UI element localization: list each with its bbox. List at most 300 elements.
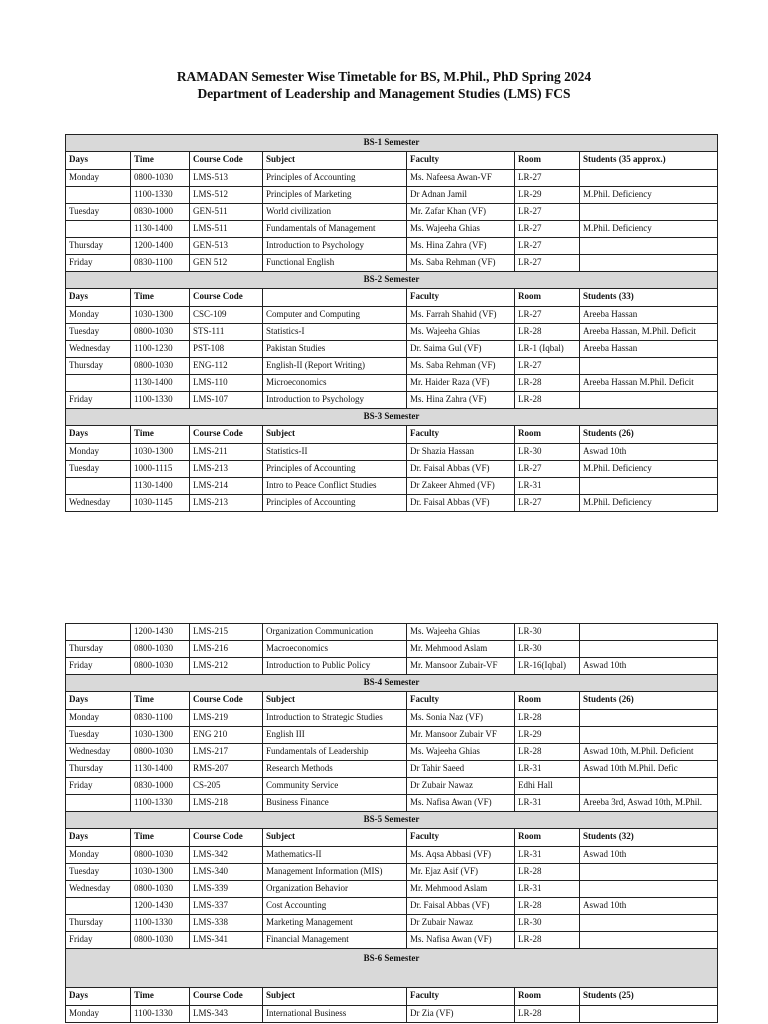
room-cell: LR-29: [515, 187, 580, 204]
faculty-cell: Dr Zubair Nawaz: [407, 778, 515, 795]
table-row: [66, 641, 718, 658]
course-code-cell: LMS-511: [190, 221, 263, 238]
column-header-students: Students (33): [580, 289, 718, 307]
faculty-cell: Ms. Saba Rehman (VF): [407, 358, 515, 375]
faculty-cell: Dr. Saima Gul (VF): [407, 341, 515, 358]
time-cell: 1130-1400: [131, 221, 190, 238]
column-header-day: Days: [66, 692, 131, 710]
column-header-faculty: Faculty: [407, 829, 515, 847]
time-cell: 0830-1100: [131, 710, 190, 727]
course-code-cell: LMS-218: [190, 795, 263, 812]
course-code-cell: LMS-342: [190, 847, 263, 864]
table-row: [66, 461, 718, 478]
course-code-cell: STS-111: [190, 324, 263, 341]
students-cell: Aswad 10th: [580, 847, 718, 864]
room-cell: LR-28: [515, 375, 580, 392]
time-cell: 1100-1330: [131, 1006, 190, 1023]
day-cell: Monday: [66, 710, 131, 727]
column-header-time: Time: [131, 692, 190, 710]
subject-cell: International Business: [263, 1006, 407, 1023]
course-code-cell: LMS-337: [190, 898, 263, 915]
column-header-students: Students (26): [580, 426, 718, 444]
room-cell: LR-30: [515, 915, 580, 932]
day-cell: [66, 478, 131, 495]
timetable-page-1: [65, 134, 718, 512]
subject-cell: Community Service: [263, 778, 407, 795]
time-cell: 0800-1030: [131, 170, 190, 187]
column-header-room: Room: [515, 829, 580, 847]
semester-title: BS-6 Semester: [66, 949, 718, 988]
subject-cell: Cost Accounting: [263, 898, 407, 915]
students-cell: M.Phil. Deficiency: [580, 461, 718, 478]
time-cell: 1200-1430: [131, 898, 190, 915]
course-code-cell: LMS-341: [190, 932, 263, 949]
room-cell: LR-1 (Iqbal): [515, 341, 580, 358]
room-cell: LR-27: [515, 495, 580, 512]
students-cell: [580, 641, 718, 658]
room-cell: LR-27: [515, 170, 580, 187]
column-header-time: Time: [131, 152, 190, 170]
subject-cell: Principles of Accounting: [263, 461, 407, 478]
time-cell: 1130-1400: [131, 478, 190, 495]
table-row: [66, 898, 718, 915]
subject-cell: Microeconomics: [263, 375, 407, 392]
semester-header-row: [66, 135, 718, 152]
students-cell: M.Phil. Deficiency: [580, 187, 718, 204]
time-cell: 0800-1030: [131, 658, 190, 675]
column-header-faculty: Faculty: [407, 692, 515, 710]
semester-title: BS-1 Semester: [66, 135, 718, 152]
column-header-subject: Subject: [263, 426, 407, 444]
faculty-cell: Mr. Mansoor Zubair VF: [407, 727, 515, 744]
day-cell: Thursday: [66, 238, 131, 255]
faculty-cell: Ms. Farrah Shahid (VF): [407, 307, 515, 324]
students-cell: [580, 238, 718, 255]
day-cell: Friday: [66, 932, 131, 949]
students-cell: [580, 624, 718, 641]
students-cell: Aswad 10th: [580, 444, 718, 461]
time-cell: 0800-1030: [131, 324, 190, 341]
faculty-cell: Ms. Wajeeha Ghias: [407, 624, 515, 641]
course-code-cell: LMS-343: [190, 1006, 263, 1023]
column-header-room: Room: [515, 988, 580, 1006]
day-cell: [66, 375, 131, 392]
title-line-1: RAMADAN Semester Wise Timetable for BS, M.Phil., PhD Spring 2024: [176, 69, 592, 84]
students-cell: M.Phil. Deficiency: [580, 221, 718, 238]
column-header-day: Days: [66, 988, 131, 1006]
column-header-course-code: Course Code: [190, 829, 263, 847]
course-code-cell: LMS-338: [190, 915, 263, 932]
course-code-cell: ENG-112: [190, 358, 263, 375]
room-cell: LR-28: [515, 1006, 580, 1023]
time-cell: 1200-1400: [131, 238, 190, 255]
day-cell: Friday: [66, 778, 131, 795]
room-cell: LR-31: [515, 881, 580, 898]
day-cell: Thursday: [66, 915, 131, 932]
column-header-room: Room: [515, 692, 580, 710]
room-cell: LR-30: [515, 624, 580, 641]
room-cell: LR-31: [515, 847, 580, 864]
course-code-cell: LMS-215: [190, 624, 263, 641]
day-cell: Tuesday: [66, 864, 131, 881]
time-cell: 1100-1330: [131, 795, 190, 812]
column-header-room: Room: [515, 152, 580, 170]
students-cell: M.Phil. Deficiency: [580, 495, 718, 512]
room-cell: LR-27: [515, 461, 580, 478]
column-header-day: Days: [66, 829, 131, 847]
faculty-cell: Ms. Hina Zahra (VF): [407, 392, 515, 409]
course-code-cell: LMS-216: [190, 641, 263, 658]
students-cell: [580, 710, 718, 727]
course-code-cell: GEN 512: [190, 255, 263, 272]
faculty-cell: Ms. Nafeesa Awan-VF: [407, 170, 515, 187]
column-header-subject: Subject: [263, 692, 407, 710]
faculty-cell: Ms. Hina Zahra (VF): [407, 238, 515, 255]
faculty-cell: Dr Zakeer Ahmed (VF): [407, 478, 515, 495]
faculty-cell: Ms. Nafisa Awan (VF): [407, 932, 515, 949]
students-cell: [580, 204, 718, 221]
time-cell: 1030-1145: [131, 495, 190, 512]
subject-cell: Introduction to Strategic Studies: [263, 710, 407, 727]
subject-cell: Principles of Accounting: [263, 495, 407, 512]
time-cell: 0800-1030: [131, 358, 190, 375]
column-header-course-code: Course Code: [190, 692, 263, 710]
table-row: [66, 915, 718, 932]
day-cell: Thursday: [66, 761, 131, 778]
subject-cell: Intro to Peace Conflict Studies: [263, 478, 407, 495]
semester-title: BS-2 Semester: [66, 272, 718, 289]
document-title: [0, 68, 768, 102]
course-code-cell: LMS-213: [190, 461, 263, 478]
table-row: [66, 392, 718, 409]
room-cell: LR-31: [515, 761, 580, 778]
subject-cell: Management Information (MIS): [263, 864, 407, 881]
students-cell: Areeba Hassan M.Phil. Deficit: [580, 375, 718, 392]
room-cell: LR-27: [515, 307, 580, 324]
students-cell: [580, 778, 718, 795]
faculty-cell: Dr Tahir Saeed: [407, 761, 515, 778]
column-header-row: [66, 829, 718, 847]
course-code-cell: LMS-214: [190, 478, 263, 495]
subject-cell: Introduction to Psychology: [263, 392, 407, 409]
table-row: [66, 658, 718, 675]
faculty-cell: Mr. Mehmood Aslam: [407, 881, 515, 898]
table-row: [66, 727, 718, 744]
subject-cell: Fundamentals of Leadership: [263, 744, 407, 761]
subject-cell: Introduction to Psychology: [263, 238, 407, 255]
table-row: [66, 255, 718, 272]
semester-header-row: [66, 812, 718, 829]
course-code-cell: RMS-207: [190, 761, 263, 778]
column-header-students: Students (25): [580, 988, 718, 1006]
column-header-time: Time: [131, 289, 190, 307]
column-header-time: Time: [131, 988, 190, 1006]
subject-cell: Statistics-II: [263, 444, 407, 461]
course-code-cell: CS-205: [190, 778, 263, 795]
column-header-subject: Subject: [263, 152, 407, 170]
faculty-cell: Ms. Saba Rehman (VF): [407, 255, 515, 272]
column-header-course-code: Course Code: [190, 289, 263, 307]
table-row: [66, 324, 718, 341]
subject-cell: Marketing Management: [263, 915, 407, 932]
faculty-cell: Mr. Zafar Khan (VF): [407, 204, 515, 221]
semester-header-row: [66, 409, 718, 426]
semester-title: BS-4 Semester: [66, 675, 718, 692]
day-cell: Monday: [66, 847, 131, 864]
subject-cell: World civilization: [263, 204, 407, 221]
room-cell: LR-28: [515, 898, 580, 915]
semester-title: BS-5 Semester: [66, 812, 718, 829]
title-line-2: Department of Leadership and Management Studies (LMS) FCS: [197, 86, 571, 101]
course-code-cell: ENG 210: [190, 727, 263, 744]
faculty-cell: Dr Zia (VF): [407, 1006, 515, 1023]
students-cell: [580, 358, 718, 375]
faculty-cell: Ms. Nafisa Awan (VF): [407, 795, 515, 812]
table-row: [66, 204, 718, 221]
time-cell: 0800-1030: [131, 847, 190, 864]
column-header-row: [66, 289, 718, 307]
column-header-row: [66, 152, 718, 170]
course-code-cell: PST-108: [190, 341, 263, 358]
course-code-cell: CSC-109: [190, 307, 263, 324]
students-cell: [580, 255, 718, 272]
table-row: [66, 478, 718, 495]
room-cell: LR-27: [515, 204, 580, 221]
column-header-time: Time: [131, 426, 190, 444]
students-cell: Areeba Hassan: [580, 341, 718, 358]
column-header-course-code: Course Code: [190, 152, 263, 170]
column-header-subject: [263, 289, 407, 307]
room-cell: LR-31: [515, 795, 580, 812]
students-cell: Areeba Hassan: [580, 307, 718, 324]
course-code-cell: LMS-211: [190, 444, 263, 461]
table-row: [66, 375, 718, 392]
faculty-cell: Dr. Faisal Abbas (VF): [407, 495, 515, 512]
subject-cell: Organization Behavior: [263, 881, 407, 898]
table-row: [66, 170, 718, 187]
subject-cell: Computer and Computing: [263, 307, 407, 324]
table-row: [66, 358, 718, 375]
column-header-faculty: Faculty: [407, 988, 515, 1006]
table-row: [66, 932, 718, 949]
time-cell: 1100-1330: [131, 392, 190, 409]
timetable-page-2: [65, 623, 718, 1023]
time-cell: 1030-1300: [131, 307, 190, 324]
column-header-students: Students (26): [580, 692, 718, 710]
table-row: [66, 187, 718, 204]
table-row: [66, 761, 718, 778]
table-row: [66, 341, 718, 358]
day-cell: Monday: [66, 307, 131, 324]
column-header-room: Room: [515, 426, 580, 444]
column-header-time: Time: [131, 829, 190, 847]
column-header-course-code: Course Code: [190, 988, 263, 1006]
column-header-students: Students (32): [580, 829, 718, 847]
time-cell: 1030-1300: [131, 727, 190, 744]
faculty-cell: Ms. Wajeeha Ghias: [407, 324, 515, 341]
room-cell: LR-27: [515, 255, 580, 272]
subject-cell: Organization Communication: [263, 624, 407, 641]
room-cell: Edhi Hall: [515, 778, 580, 795]
room-cell: LR-28: [515, 932, 580, 949]
subject-cell: Functional English: [263, 255, 407, 272]
day-cell: Monday: [66, 170, 131, 187]
column-header-students: Students (35 approx.): [580, 152, 718, 170]
day-cell: Tuesday: [66, 727, 131, 744]
time-cell: 1100-1330: [131, 915, 190, 932]
course-code-cell: LMS-107: [190, 392, 263, 409]
column-header-subject: Subject: [263, 988, 407, 1006]
subject-cell: English-II (Report Writing): [263, 358, 407, 375]
column-header-day: Days: [66, 289, 131, 307]
column-header-course-code: Course Code: [190, 426, 263, 444]
table-row: [66, 238, 718, 255]
students-cell: Aswad 10th M.Phil. Defic: [580, 761, 718, 778]
semester-header-row: [66, 272, 718, 289]
time-cell: 1100-1330: [131, 187, 190, 204]
time-cell: 0830-1000: [131, 778, 190, 795]
day-cell: Wednesday: [66, 341, 131, 358]
day-cell: Wednesday: [66, 744, 131, 761]
subject-cell: Fundamentals of Management: [263, 221, 407, 238]
room-cell: LR-16(Iqbal): [515, 658, 580, 675]
faculty-cell: Dr. Faisal Abbas (VF): [407, 898, 515, 915]
column-header-faculty: Faculty: [407, 152, 515, 170]
time-cell: 0800-1030: [131, 932, 190, 949]
day-cell: [66, 221, 131, 238]
course-code-cell: LMS-340: [190, 864, 263, 881]
room-cell: LR-27: [515, 358, 580, 375]
subject-cell: Pakistan Studies: [263, 341, 407, 358]
table-row: [66, 307, 718, 324]
time-cell: 1030-1300: [131, 444, 190, 461]
faculty-cell: Ms. Sonia Naz (VF): [407, 710, 515, 727]
time-cell: 1000-1115: [131, 461, 190, 478]
semester-header-row: [66, 949, 718, 988]
semester-header-row: [66, 675, 718, 692]
time-cell: 1200-1430: [131, 624, 190, 641]
day-cell: Thursday: [66, 358, 131, 375]
table-row: [66, 444, 718, 461]
table-row: [66, 744, 718, 761]
time-cell: 0800-1030: [131, 641, 190, 658]
subject-cell: Financial Management: [263, 932, 407, 949]
time-cell: 0830-1100: [131, 255, 190, 272]
room-cell: LR-27: [515, 221, 580, 238]
time-cell: 0830-1000: [131, 204, 190, 221]
table-row: [66, 847, 718, 864]
time-cell: 1030-1300: [131, 864, 190, 881]
column-header-subject: Subject: [263, 829, 407, 847]
students-cell: [580, 392, 718, 409]
table-row: [66, 881, 718, 898]
subject-cell: Introduction to Public Policy: [263, 658, 407, 675]
semester-title: BS-3 Semester: [66, 409, 718, 426]
time-cell: 0800-1030: [131, 744, 190, 761]
faculty-cell: Dr Shazia Hassan: [407, 444, 515, 461]
students-cell: [580, 864, 718, 881]
students-cell: [580, 1006, 718, 1023]
column-header-row: [66, 426, 718, 444]
room-cell: LR-30: [515, 641, 580, 658]
faculty-cell: Ms. Wajeeha Ghias: [407, 744, 515, 761]
students-cell: [580, 727, 718, 744]
day-cell: Friday: [66, 392, 131, 409]
day-cell: Wednesday: [66, 881, 131, 898]
room-cell: LR-30: [515, 444, 580, 461]
room-cell: LR-31: [515, 478, 580, 495]
students-cell: Aswad 10th, M.Phil. Deficient: [580, 744, 718, 761]
faculty-cell: Mr. Haider Raza (VF): [407, 375, 515, 392]
faculty-cell: Dr Adnan Jamil: [407, 187, 515, 204]
day-cell: Tuesday: [66, 324, 131, 341]
time-cell: 1130-1400: [131, 761, 190, 778]
column-header-row: [66, 692, 718, 710]
faculty-cell: Mr. Ejaz Asif (VF): [407, 864, 515, 881]
day-cell: Friday: [66, 658, 131, 675]
table-row: [66, 624, 718, 641]
table-row: [66, 864, 718, 881]
subject-cell: Macroeconomics: [263, 641, 407, 658]
subject-cell: Business Finance: [263, 795, 407, 812]
students-cell: Aswad 10th: [580, 898, 718, 915]
subject-cell: Research Methods: [263, 761, 407, 778]
faculty-cell: Mr. Mehmood Aslam: [407, 641, 515, 658]
course-code-cell: LMS-513: [190, 170, 263, 187]
day-cell: Tuesday: [66, 204, 131, 221]
day-cell: [66, 187, 131, 204]
course-code-cell: LMS-217: [190, 744, 263, 761]
column-header-day: Days: [66, 426, 131, 444]
room-cell: LR-28: [515, 864, 580, 881]
day-cell: [66, 624, 131, 641]
course-code-cell: LMS-219: [190, 710, 263, 727]
students-cell: [580, 915, 718, 932]
table-row: [66, 1006, 718, 1023]
students-cell: [580, 170, 718, 187]
day-cell: Friday: [66, 255, 131, 272]
time-cell: 0800-1030: [131, 881, 190, 898]
faculty-cell: Dr Zubair Nawaz: [407, 915, 515, 932]
column-header-room: Room: [515, 289, 580, 307]
faculty-cell: Ms. Wajeeha Ghias: [407, 221, 515, 238]
table-row: [66, 795, 718, 812]
students-cell: Areeba 3rd, Aswad 10th, M.Phil.: [580, 795, 718, 812]
room-cell: LR-29: [515, 727, 580, 744]
subject-cell: Statistics-I: [263, 324, 407, 341]
room-cell: LR-27: [515, 238, 580, 255]
course-code-cell: GEN-511: [190, 204, 263, 221]
room-cell: LR-28: [515, 324, 580, 341]
room-cell: LR-28: [515, 710, 580, 727]
faculty-cell: Mr. Mansoor Zubair-VF: [407, 658, 515, 675]
course-code-cell: GEN-513: [190, 238, 263, 255]
day-cell: Thursday: [66, 641, 131, 658]
students-cell: [580, 932, 718, 949]
subject-cell: Principles of Marketing: [263, 187, 407, 204]
day-cell: Monday: [66, 1006, 131, 1023]
column-header-row: [66, 988, 718, 1006]
table-row: [66, 221, 718, 238]
students-cell: Aswad 10th: [580, 658, 718, 675]
subject-cell: Mathematics-II: [263, 847, 407, 864]
subject-cell: Principles of Accounting: [263, 170, 407, 187]
course-code-cell: LMS-212: [190, 658, 263, 675]
day-cell: [66, 898, 131, 915]
day-cell: Monday: [66, 444, 131, 461]
column-header-day: Days: [66, 152, 131, 170]
room-cell: LR-28: [515, 392, 580, 409]
